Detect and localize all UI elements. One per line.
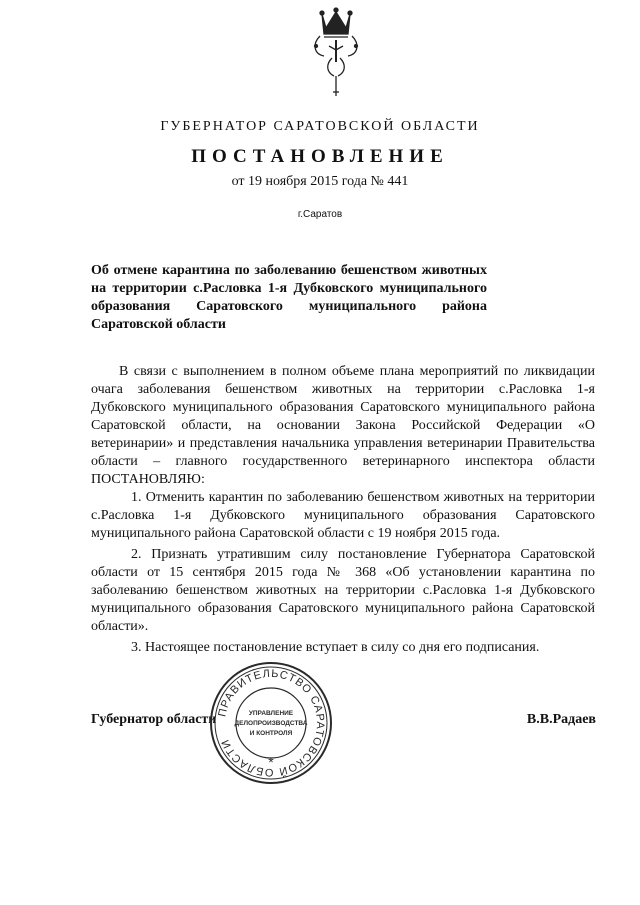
stamp-center-line-3: И КОНТРОЛЯ [249, 730, 293, 737]
preamble-paragraph: В связи с выполнением в полном объеме плана мероприятий по ликвидации очага заболевания бешенством животных на территории с.Расловка 1-я Дубковского муниципального образования Саратовского муниципального района Саратовской области, на основании Закона Российской Федерации «О ветеринарии» и представления начальника управления ветеринарии Правительства области – главного государственного ветеринарного инспектора области ПОСТАНОВЛЯЮ: [91, 364, 595, 487]
signature-name: В.В.Радаев [526, 712, 596, 727]
stamp-outer-text: ПРАВИТЕЛЬСТВО САРАТОВСКОЙ ОБЛАСТИ [216, 667, 327, 779]
document-subject: Об отмене карантина по заболеванию бешенством животных на территории с.Расловка 1-я Дубковского муниципального образования Саратовского муниципального района Саратовской области [91, 263, 487, 332]
document-body [91, 363, 595, 657]
document-city: г.Саратов [297, 209, 343, 220]
resolution-item-2: 2. Признать утратившим силу постановление Губернатора Саратовской области от 15 сентября 2015 года № 368 «Об установлении карантина по заболеванию бешенством животных на территории с.Расловка 1-я Дубковского муниципального образования Саратовского муниципального района Саратовской области». [91, 547, 595, 634]
resolution-item-1: 1. Отменить карантин по заболеванию бешенством животных на территории с.Расловка 1-я Дубковского муниципального образования Саратовского муниципального района Саратовской области с 19 ноября 2015 года. [91, 490, 595, 541]
signature-title: Губернатор области [91, 712, 217, 727]
stamp-center-line-2: ДЕЛОПРОИЗВОДСТВА [234, 720, 308, 727]
official-stamp [208, 660, 334, 786]
crown-emblem-icon [296, 6, 376, 102]
document-date-number: от 19 ноября 2015 года № 441 [231, 174, 409, 189]
stamp-center-line-1: УПРАВЛЕНИЕ [248, 710, 294, 717]
document-type: ПОСТАНОВЛЕНИЕ [191, 146, 449, 167]
authority-title: ГУБЕРНАТОР САРАТОВСКОЙ ОБЛАСТИ [160, 119, 480, 134]
resolution-item-3: 3. Настоящее постановление вступает в силу со дня его подписания. [131, 640, 540, 655]
stamp-star-icon: * [268, 754, 274, 770]
